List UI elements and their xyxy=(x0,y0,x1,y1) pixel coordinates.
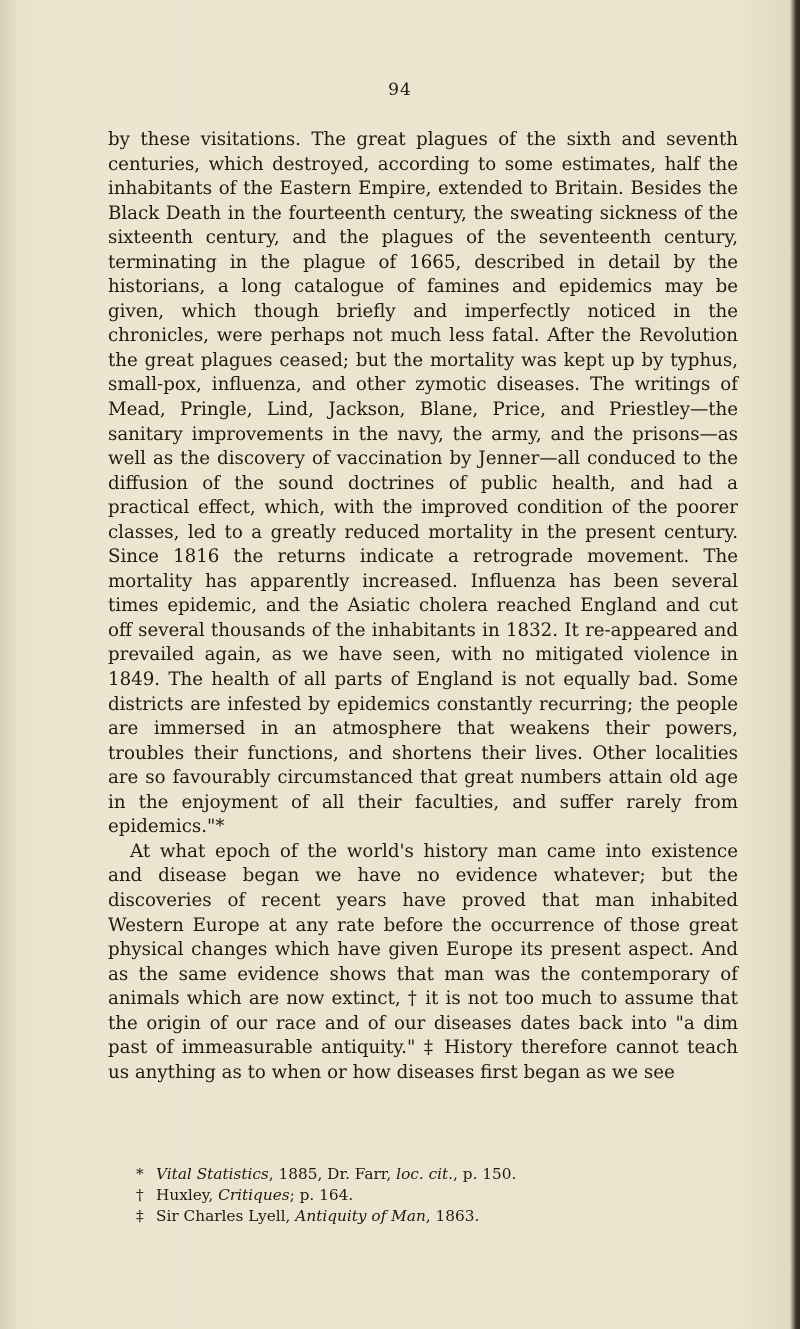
paragraph-1: by these visitations. The great plagues of the sixth and seventh centuries, which destroyed, according to some estimates, half the inhabitants of the Eastern Empire, extended to Britain. Besides the Black Death in the fourteenth century, the sweating sickness of the sixteenth century, and the plagues of the seventeenth century, terminating in the plague of 1665, described in detail by the historians, a long catalogue of famines and epidemics may be given, which though briefly and imperfectly noticed in the chronicles, were perhaps not much less fatal. After the Revolution the great plagues ceased; but the mortality was kept up by typhus, small-pox, influenza, and other zymotic diseases. The writings of Mead, Pringle, Lind, Jackson, Blane, Price, and Priestley—the sanitary improvements in the navy, the army, and the prisons—as well as the discovery of vaccination by Jenner—all conduced to the diffusion of the sound doctrines of public health, and had a practical effect, which, with the improved condition of the poorer classes, led to a greatly reduced mortality in the present century. Since 1816 the returns indicate a retrograde movement. The mortality has apparently increased. Influenza has been several times epidemic, and the Asiatic cholera reached England and cut off several thousands of the inhabitants in 1832. It re-appeared and prevailed again, as we have seen, with no mitigated violence in 1849. The health of all parts of England is not equally bad. Some districts are infested by epidemics constantly recurring; the people are immersed in an atmosphere that weakens their powers, troubles their functions, and shortens their lives. Other localities are so favourably circumstanced that great numbers attain old age in the enjoyment of all their faculties, and suffer rarely from epidemics."* xyxy=(108,129,738,838)
footnote-text: Huxley, xyxy=(156,1186,219,1204)
footnote-2 xyxy=(136,1185,736,1206)
footnote-mark: † xyxy=(136,1186,144,1204)
page-number: 94 xyxy=(388,80,412,100)
footnote-3 xyxy=(136,1206,736,1227)
footnote-text: , p. 150. xyxy=(453,1165,517,1183)
footnote-mark: ‡ xyxy=(136,1207,144,1225)
footnote-text: , 1885, Dr. Farr, xyxy=(268,1165,397,1183)
footnote-1 xyxy=(136,1164,736,1185)
footnotes xyxy=(136,1164,736,1227)
footnote-title: Vital Statistics xyxy=(156,1165,269,1183)
footnote-title: Antiquity of Man xyxy=(295,1207,426,1225)
paragraph-2: At what epoch of the world's history man came into existence and disease began we have no evidence whatever; but the discoveries of recent years have proved that man inhabited Western Europe at any rate before the occurrence of those great physical changes which have given Europe its present aspect. And as the same evidence shows that man was the contemporary of animals which are now extinct, † it is not too much to assume that the origin of our race and of our diseases dates back into "a dim past of immeasurable antiquity." ‡ History therefore cannot teach us anything as to when or how diseases first began as we see xyxy=(108,840,738,1083)
footnote-loc: loc. cit. xyxy=(396,1165,454,1183)
body-text xyxy=(108,128,738,1085)
footnote-text: Sir Charles Lyell, xyxy=(156,1207,296,1225)
footnote-mark: * xyxy=(136,1165,144,1183)
footnote-text: ; p. 164. xyxy=(289,1186,354,1204)
footnote-text: , 1863. xyxy=(425,1207,480,1225)
footnote-title: Critiques xyxy=(218,1186,290,1204)
